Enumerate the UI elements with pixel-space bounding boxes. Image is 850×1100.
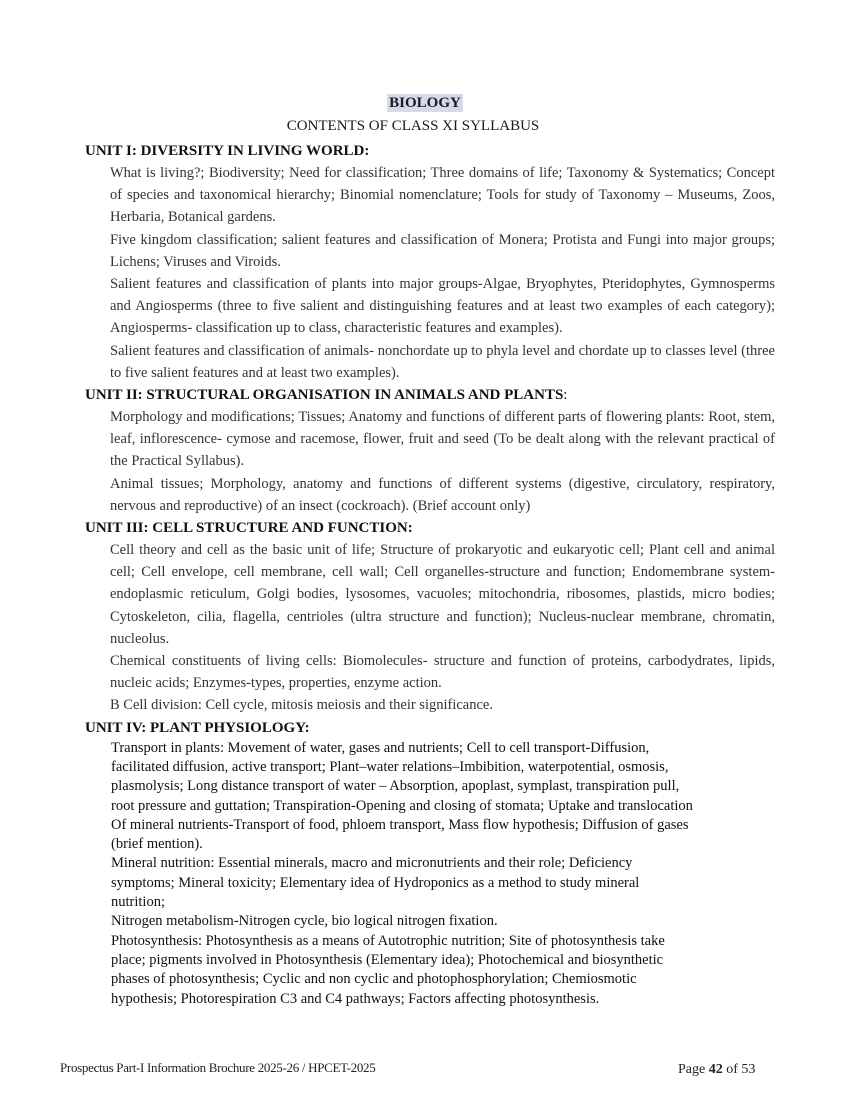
- unit-3-heading: UNIT III: CELL STRUCTURE AND FUNCTION:: [85, 520, 413, 537]
- page-title: [0, 95, 850, 112]
- unit-4-line: nutrition;: [111, 894, 165, 911]
- unit-4-line: (brief mention).: [111, 836, 203, 853]
- footer-page-number: [678, 1062, 755, 1078]
- unit-4-line: facilitated diffusion, active transport; Plant–water relations–Imbibition, waterpotential, osmosis,: [111, 758, 669, 775]
- unit-1-paragraph: Salient features and classification of plants into major groups-Algae, Bryophytes, Pteridophytes, Gymnosperms and Angiosperms (three to five salient and distinguishing features and at least two examples of each category); Angiosperms- classification up to class, characteristic features and examples).: [110, 276, 775, 337]
- unit-4-line: plasmolysis; Long distance transport of water – Absorption, apoplast, symplast, transpiration pull,: [111, 778, 680, 795]
- page-subtitle: CONTENTS OF CLASS XI SYLLABUS: [286, 118, 540, 134]
- unit-2-paragraph: Animal tissues; Morphology, anatomy and functions of different systems (digestive, circulatory, respiratory, nervous and reproductive) of an insect (cockroach). (Brief account only): [110, 475, 775, 514]
- unit-4-line: phases of photosynthesis; Cyclic and non cyclic and photophosphorylation; Chemiosmotic: [111, 971, 637, 988]
- unit-2-heading: [85, 384, 775, 406]
- unit-4-line: symptoms; Mineral toxicity; Elementary idea of Hydroponics as a method to study mineral: [111, 874, 640, 891]
- unit-1-paragraph: Salient features and classification of animals- nonchordate up to phyla level and chordate up to classes level (three to five salient features and at least two examples).: [110, 342, 775, 381]
- unit-4-body: [111, 739, 786, 1009]
- page-current: 42: [708, 1062, 723, 1077]
- unit-4-line: hypothesis; Photorespiration C3 and C4 pathways; Factors affecting photosynthesis.: [111, 990, 600, 1007]
- unit-4-line: Nitrogen metabolism-Nitrogen cycle, bio logical nitrogen fixation.: [111, 913, 498, 930]
- unit-2-heading-colon: :: [563, 387, 568, 404]
- footer-brochure-title: Prospectus Part-I Information Brochure 2025-26 / HPCET-2025: [60, 1060, 376, 1075]
- unit-1-paragraph: What is living?; Biodiversity; Need for classification; Three domains of life; Taxonomy & Systematics; Concept of species and taxonomical hierarchy; Binomial nomenclature; Tools for study of Taxonomy – Museums, Zoos, Herbaria, Botanical gardens.: [110, 165, 775, 226]
- unit-1-paragraph: Five kingdom classification; salient features and classification of Monera; Protista and Fungi into major groups; Lichens; Viruses and Viroids.: [110, 231, 775, 270]
- unit-3-paragraph: Cell theory and cell as the basic unit of life; Structure of prokaryotic and eukaryotic cell; Plant cell and animal cell; Cell envelope, cell membrane, cell wall; Cell organelles-structure and function; Endomembrane system-endoplasmic reticulum, Golgi bodies, lysosomes, vacuoles; mitochondria, ribosomes, plastids, micro bodies; Cytoskeleton, cilia, flagella, centrioles (ultra structure and function); Nucleus-nuclear membrane, chromatin, nucleolus.: [110, 542, 775, 647]
- page-prefix: Page: [678, 1062, 709, 1077]
- unit-4-line: place; pigments involved in Photosynthesis (Elementary idea); Photochemical and biosynthetic: [111, 951, 664, 968]
- title-highlight: BIOLOGY: [389, 95, 461, 111]
- unit-4-line: Transport in plants: Movement of water, gases and nutrients; Cell to cell transport-Diffusion,: [111, 739, 650, 756]
- unit-4-line: Mineral nutrition: Essential minerals, macro and micronutrients and their role; Deficiency: [111, 855, 633, 872]
- unit-1-heading: UNIT I: DIVERSITY IN LIVING WORLD:: [85, 143, 370, 159]
- unit-2-heading-text: UNIT II: STRUCTURAL ORGANISATION IN ANIMALS AND PLANTS: [85, 387, 564, 404]
- syllabus-content: [85, 140, 775, 1009]
- unit-3-paragraph: B Cell division: Cell cycle, mitosis meiosis and their significance.: [110, 697, 493, 714]
- unit-4-line: root pressure and guttation; Transpiration-Opening and closing of stomata; Uptake and translocation: [111, 797, 693, 814]
- unit-4-line: Of mineral nutrients-Transport of food, phloem transport, Mass flow hypothesis; Diffusion of gases: [111, 816, 689, 833]
- page-suffix: of 53: [722, 1062, 756, 1077]
- unit-4-line: Photosynthesis: Photosynthesis as a means of Autotrophic nutrition; Site of photosynthesis take: [111, 932, 665, 949]
- unit-2-paragraph: Morphology and modifications; Tissues; Anatomy and functions of different parts of flowering plants: Root, stem, leaf, inflorescence- cymose and racemose, flower, fruit and seed (To be dealt along with the relevant practical of the Practical Syllabus).: [110, 409, 775, 470]
- unit-3-paragraph: Chemical constituents of living cells: Biomolecules- structure and function of proteins, carbodydrates, lipids, nucleic acids; Enzymes-types, properties, enzyme action.: [110, 653, 775, 692]
- unit-4-heading: UNIT IV: PLANT PHYSIOLOGY:: [85, 719, 310, 736]
